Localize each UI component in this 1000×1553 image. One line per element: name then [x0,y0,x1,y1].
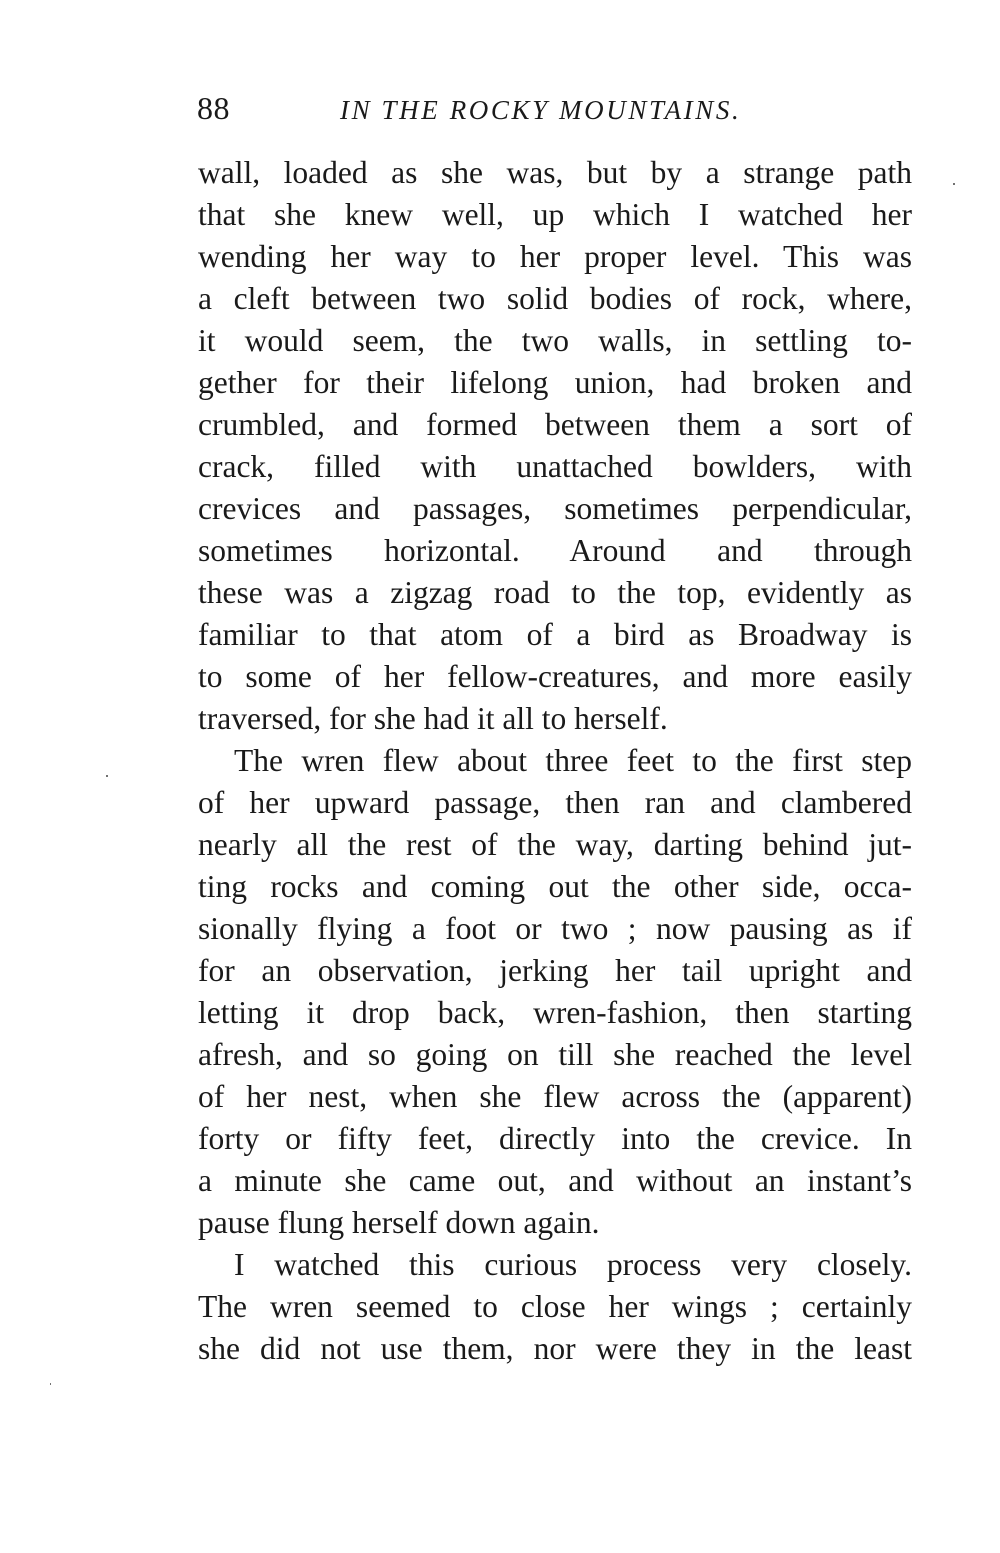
text-line: familiar to that atom of a bird as Broadway is [198,617,912,652]
text-line: crevices and passages, sometimes perpendicular, [198,491,912,526]
text-line: traversed, for she had it all to herself. [198,701,668,736]
text-line: The wren flew about three feet to the first step [234,743,912,778]
running-head [197,86,917,130]
text-line: a minute she came out, and without an instant’s [198,1163,912,1198]
page-number: 88 [197,90,230,126]
text-line: ting rocks and coming out the other side, occa- [198,869,912,904]
text-line: a cleft between two solid bodies of rock, where, [198,281,912,316]
text-line: she did not use them, nor were they in the least [198,1331,912,1366]
text-line: nearly all the rest of the way, darting behind jut- [198,827,912,862]
text-line: I watched this curious process very closely. [234,1247,912,1282]
print-speck [953,183,955,185]
running-title: IN THE ROCKY MOUNTAINS. [340,95,742,125]
paragraph [198,740,912,1244]
paragraph [198,152,912,740]
text-line: afresh, and so going on till she reached the level [198,1037,912,1072]
text-line: of her upward passage, then ran and clambered [198,785,912,820]
paragraph [198,1244,912,1370]
text-line: of her nest, when she flew across the (apparent) [198,1079,912,1114]
text-line: sionally flying a foot or two ; now pausing as if [198,911,912,946]
print-speck [50,1383,51,1385]
text-line: these was a zigzag road to the top, evidently as [198,575,912,610]
text-line: forty or fifty feet, directly into the crevice. In [198,1121,912,1156]
text-line: pause flung herself down again. [198,1205,600,1240]
text-line: crack, filled with unattached bowlders, with [198,449,912,484]
print-speck [106,775,108,777]
text-line: that she knew well, up which I watched her [198,197,912,232]
text-line: it would seem, the two walls, in settling to- [198,323,912,358]
text-line: for an observation, jerking her tail upright and [198,953,912,988]
text-line: gether for their lifelong union, had broken and [198,365,912,400]
text-line: to some of her fellow-creatures, and more easily [198,659,912,694]
text-line: The wren seemed to close her wings ; certainly [198,1289,912,1324]
text-line: wall, loaded as she was, but by a strange path [198,155,912,190]
text-line: crumbled, and formed between them a sort of [198,407,912,442]
text-line: letting it drop back, wren-fashion, then starting [198,995,912,1030]
text-line: wending her way to her proper level. This was [198,239,912,274]
text-line: sometimes horizontal. Around and through [198,533,912,568]
body-text [198,152,912,1370]
